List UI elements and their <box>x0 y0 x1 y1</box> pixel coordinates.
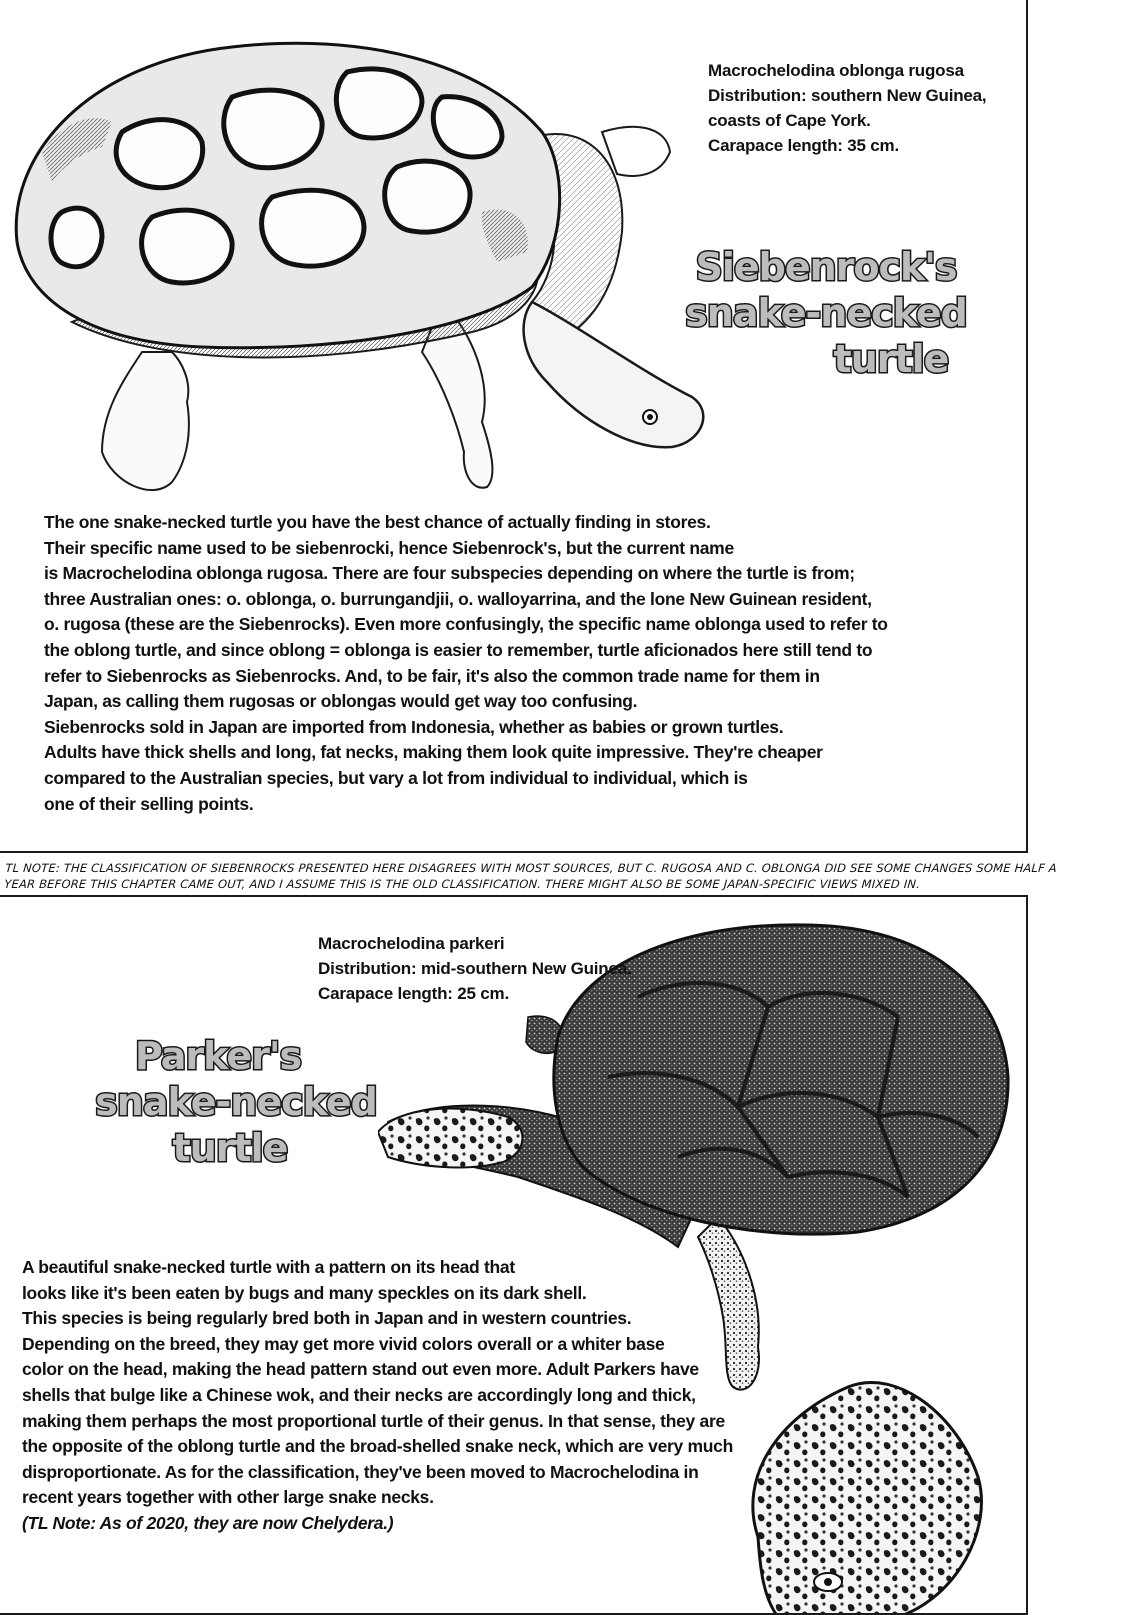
info-line: Distribution: southern New Guinea, <box>708 86 987 105</box>
body-line: Japan, as calling them rugosas or oblongas would get way too confusing. <box>44 691 638 712</box>
body-line: This species is being regularly bred both in Japan and in western countries. <box>22 1308 632 1329</box>
title-line: snake-necked <box>685 291 967 335</box>
info-line: Macrochelodina oblonga rugosa <box>708 61 964 80</box>
body-line: the opposite of the oblong turtle and the broad-shelled snake neck, which are very much <box>22 1436 733 1457</box>
info-line: Macrochelodina parkeri <box>318 934 505 953</box>
body-line: Siebenrocks sold in Japan are imported from Indonesia, whether as babies or grown turtles. <box>44 716 784 737</box>
body-line: is Macrochelodina oblonga rugosa. There are four subspecies depending on where the turtle is from; <box>44 563 855 584</box>
body-line: Depending on the breed, they may get more vivid colors overall or a whiter base <box>22 1333 665 1354</box>
parker-description <box>22 1255 733 1537</box>
body-line: one of their selling points. <box>44 793 254 814</box>
info-line: coasts of Cape York. <box>708 111 871 130</box>
body-line: A beautiful snake-necked turtle with a pattern on its head that <box>22 1257 515 1277</box>
body-line: Their specific name used to be siebenrocki, hence Siebenrock's, but the current name <box>44 537 734 558</box>
title-line: Siebenrock's <box>695 245 957 289</box>
title-line: turtle <box>833 337 949 381</box>
body-line: recent years together with other large snake necks. <box>22 1487 434 1508</box>
siebenrock-title <box>666 238 986 393</box>
body-line: shells that bulge like a Chinese wok, and their necks are accordingly long and thick, <box>22 1384 696 1405</box>
body-line: three Australian ones: o. oblonga, o. burrungandjii, o. walloyarrina, and the lone New Guinean resident, <box>44 588 872 609</box>
title-line: Parker's <box>134 1034 302 1078</box>
body-line: o. rugosa (these are the Siebenrocks). Even more confusingly, the specific name oblonga used to refer to <box>44 614 888 635</box>
siebenrock-species-info <box>708 58 986 158</box>
info-line: Carapace length: 25 cm. <box>318 984 509 1003</box>
siebenrock-turtle-illustration <box>2 2 722 522</box>
body-line: Adults have thick shells and long, fat necks, making them look quite impressive. They're cheaper <box>44 742 823 763</box>
siebenrock-description <box>44 510 888 817</box>
body-line: compared to the Australian species, but vary a lot from individual to individual, which is <box>44 767 748 788</box>
tl-note-line: TL NOTE: THE CLASSIFICATION OF SIEBENROCKS PRESENTED HERE DISAGREES WITH MOST SOURCES, BUT C. RUGOSA AND C. OBLONGA DID SEE SOME CHANGES SOME HALF A <box>4 861 1058 875</box>
parker-species-info <box>318 931 632 1006</box>
body-line: making them perhaps the most proportional turtle of their genus. In that sense, they are <box>22 1410 725 1431</box>
top-panel <box>0 0 1028 853</box>
body-line: refer to Siebenrocks as Siebenrocks. And, to be fair, it's also the common trade name for them in <box>44 665 820 686</box>
parker-title <box>68 1027 408 1182</box>
body-line: disproportionate. As for the classification, they've been moved to Macrochelodina in <box>22 1461 699 1482</box>
title-line: snake-necked <box>95 1080 377 1124</box>
info-line: Distribution: mid-southern New Guinea. <box>318 959 632 978</box>
tl-note-line: YEAR BEFORE THIS CHAPTER CAME OUT, AND I ASSUME THIS IS THE OLD CLASSIFICATION. THERE MIGHT ALSO BE SOME JAPAN-SPECIFIC VIEWS MIXED IN. <box>3 877 921 891</box>
body-line: The one snake-necked turtle you have the best chance of actually finding in stores. <box>44 512 711 532</box>
bottom-panel <box>0 895 1028 1615</box>
body-line: the oblong turtle, and since oblong = oblonga is easier to remember, turtle aficionados here still tend to <box>44 639 873 660</box>
body-line: looks like it's been eaten by bugs and many speckles on its dark shell. <box>22 1282 587 1303</box>
info-line: Carapace length: 35 cm. <box>708 136 899 155</box>
translator-note <box>3 860 1058 892</box>
body-line: color on the head, making the head pattern stand out even more. Adult Parkers have <box>22 1359 699 1380</box>
title-line: turtle <box>172 1126 288 1170</box>
tl-note-inline: (TL Note: As of 2020, they are now Chelydera.) <box>22 1512 394 1533</box>
